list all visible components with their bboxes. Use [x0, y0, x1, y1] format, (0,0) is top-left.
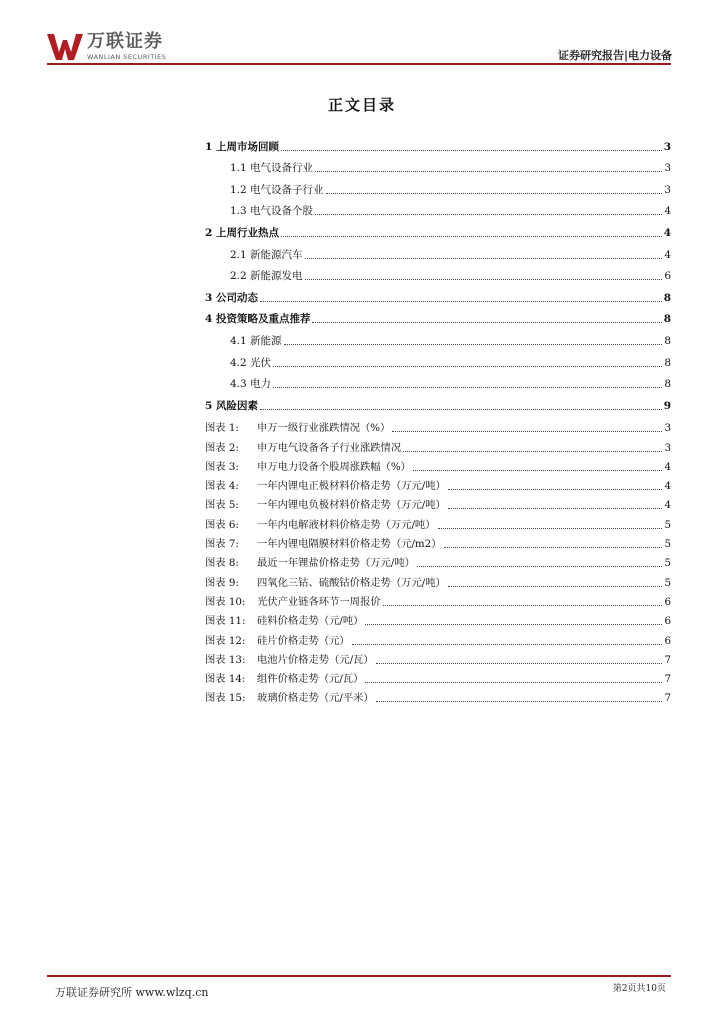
toc-entry[interactable] — [205, 218, 671, 240]
dot-leader — [438, 528, 663, 529]
figure-title: 玻璃价格走势（元/平米） — [257, 692, 374, 705]
figure-page: 3 — [664, 422, 671, 435]
dot-leader — [305, 258, 663, 259]
figure-page: 6 — [664, 615, 671, 628]
figure-number: 图表 14: — [205, 673, 246, 686]
figure-page: 5 — [664, 538, 671, 551]
dot-leader — [326, 193, 663, 194]
figure-page: 5 — [664, 557, 671, 570]
figure-entry[interactable] — [205, 455, 671, 474]
figure-page: 4 — [664, 460, 671, 473]
page-header — [0, 0, 724, 70]
toc-entry-label: 3 公司动态 — [205, 291, 258, 304]
figure-entry[interactable] — [205, 648, 671, 667]
company-logo — [47, 32, 207, 62]
figure-title: 组件价格走势（元/瓦） — [257, 673, 364, 686]
figure-page: 5 — [664, 576, 671, 589]
dot-leader — [260, 301, 662, 302]
toc-entry-page: 4 — [663, 226, 671, 239]
dot-leader — [315, 171, 662, 172]
dot-leader — [403, 451, 662, 452]
figure-entry[interactable] — [205, 667, 671, 686]
toc-entry-label: 4 投资策略及重点推荐 — [205, 313, 311, 326]
figure-number: 图表 1: — [205, 422, 239, 435]
toc-entry[interactable] — [205, 326, 671, 348]
dot-leader — [352, 644, 663, 645]
dot-leader — [305, 279, 663, 280]
figure-title: 硅料价格走势（元/吨） — [257, 615, 364, 628]
figure-number: 图表 9: — [205, 576, 239, 589]
toc-entry-label: 1.3 电气设备个股 — [230, 205, 314, 218]
figure-entry[interactable] — [205, 570, 671, 589]
figure-number: 图表 10: — [205, 595, 246, 608]
toc-entry-page: 8 — [664, 378, 671, 391]
logo-english-name: WANLIAN SECURITIES — [87, 53, 167, 61]
dot-leader — [448, 489, 663, 490]
figure-list — [205, 416, 671, 705]
figure-number: 图表 11: — [205, 615, 246, 628]
figure-entry[interactable] — [205, 609, 671, 628]
toc-entry-page: 4 — [664, 248, 671, 261]
figure-page: 7 — [664, 692, 671, 705]
toc-entry-page: 3 — [663, 140, 671, 153]
figure-number: 图表 8: — [205, 557, 239, 570]
figure-number: 图表 7: — [205, 538, 239, 551]
logo-chinese-name: 万联证券 — [87, 31, 163, 52]
dot-leader — [273, 366, 662, 367]
toc-entry-page: 8 — [664, 334, 671, 347]
figure-number: 图表 4: — [205, 480, 239, 493]
toc-entry-label: 4.2 光伏 — [230, 356, 272, 369]
footer-source: 万联证券研究所 www.wlzq.cn — [55, 986, 209, 999]
figure-number: 图表 13: — [205, 653, 246, 666]
figure-entry[interactable] — [205, 532, 671, 551]
logo-w-icon — [47, 32, 83, 62]
figure-entry[interactable] — [205, 590, 671, 609]
figure-entry[interactable] — [205, 628, 671, 647]
header-divider — [47, 63, 671, 65]
figure-title: 电池片价格走势（元/瓦） — [257, 653, 374, 666]
toc-entry-label: 2 上周行业热点 — [205, 226, 279, 239]
figure-entry[interactable] — [205, 435, 671, 454]
dot-leader — [448, 586, 663, 587]
toc-entry-page: 6 — [664, 270, 671, 283]
toc-entry-label: 4.3 电力 — [230, 378, 272, 391]
toc-entry-page: 4 — [664, 205, 671, 218]
figure-page: 7 — [664, 653, 671, 666]
toc-entry-page: 3 — [664, 183, 671, 196]
figure-entry[interactable] — [205, 686, 671, 705]
figure-title: 一年内锂电负极材料价格走势（万元/吨） — [257, 499, 446, 512]
dot-leader — [281, 150, 662, 151]
toc-entry-label: 2.1 新能源汽车 — [230, 248, 303, 261]
figure-entry[interactable] — [205, 512, 671, 531]
toc-entry-label: 1.2 电气设备子行业 — [230, 183, 324, 196]
toc-entry[interactable] — [205, 391, 671, 413]
report-category: 证券研究报告|电力设备 — [557, 49, 672, 62]
toc-entry-label: 2.2 新能源发电 — [230, 270, 303, 283]
dot-leader — [376, 701, 663, 702]
figure-entry[interactable] — [205, 416, 671, 435]
dot-leader — [284, 344, 663, 345]
toc-entry[interactable] — [205, 240, 671, 262]
figure-number: 图表 12: — [205, 634, 246, 647]
figure-number: 图表 5: — [205, 499, 239, 512]
toc-entry-label: 1 上周市场回顾 — [205, 140, 279, 153]
figure-page: 5 — [664, 518, 671, 531]
figure-page: 4 — [664, 499, 671, 512]
figure-title: 一年内锂电隔膜材料价格走势（元/m2） — [257, 538, 442, 551]
figure-number: 图表 15: — [205, 692, 246, 705]
figure-page: 4 — [664, 480, 671, 493]
figure-title: 一年内电解液材料价格走势（万元/吨） — [257, 518, 436, 531]
page-number: 第2页共10页 — [612, 984, 666, 994]
toc-entry-page: 3 — [664, 162, 671, 175]
dot-leader — [312, 322, 661, 323]
figure-title: 申万电气设备各子行业涨跌情况 — [257, 441, 402, 454]
figure-page: 6 — [664, 634, 671, 647]
toc-entry[interactable] — [205, 175, 671, 197]
figure-entry[interactable] — [205, 551, 671, 570]
figure-title: 四氧化三钴、硫酸钴价格走势（万元/吨） — [257, 576, 446, 589]
dot-leader — [448, 508, 663, 509]
figure-page: 3 — [664, 441, 671, 454]
toc-title: 正文目录 — [327, 96, 396, 114]
figure-page: 7 — [664, 673, 671, 686]
dot-leader — [392, 431, 662, 432]
toc-entry[interactable] — [205, 154, 671, 176]
figure-number: 图表 3: — [205, 460, 239, 473]
figure-title: 一年内锂电正极材料价格走势（万元/吨） — [257, 480, 446, 493]
dot-leader — [365, 624, 662, 625]
dot-leader — [315, 214, 662, 215]
toc-entry[interactable] — [205, 132, 671, 154]
toc-entry-page: 9 — [663, 399, 671, 412]
toc-entry[interactable] — [205, 305, 671, 327]
figure-entry[interactable] — [205, 493, 671, 512]
dot-leader — [383, 605, 663, 606]
dot-leader — [413, 470, 662, 471]
toc-entry-page: 8 — [664, 356, 671, 369]
dot-leader — [273, 387, 662, 388]
toc-entry[interactable] — [205, 262, 671, 284]
dot-leader — [281, 236, 662, 237]
dot-leader — [365, 682, 662, 683]
toc-entry-page: 8 — [663, 291, 671, 304]
footer-divider — [47, 975, 671, 977]
toc-entry-page: 8 — [663, 313, 671, 326]
dot-leader — [376, 663, 663, 664]
figure-title: 申万电力设备个股周涨跌幅（%） — [257, 460, 411, 473]
toc-entry[interactable] — [205, 283, 671, 305]
toc-entry[interactable] — [205, 370, 671, 392]
toc-entry[interactable] — [205, 348, 671, 370]
toc-entry-label: 4.1 新能源 — [230, 334, 282, 347]
toc-entry-label: 1.1 电气设备行业 — [230, 162, 314, 175]
figure-title: 硅片价格走势（元） — [257, 634, 350, 647]
figure-title: 光伏产业链各环节一周报价 — [257, 595, 381, 608]
figure-number: 图表 6: — [205, 518, 239, 531]
figure-title: 最近一年锂盐价格走势（万元/吨） — [257, 557, 415, 570]
figure-page: 6 — [664, 595, 671, 608]
figure-number: 图表 2: — [205, 441, 239, 454]
table-of-contents — [205, 132, 671, 413]
dot-leader — [260, 409, 662, 410]
dot-leader — [417, 566, 663, 567]
figure-title: 申万一级行业涨跌情况（%） — [257, 422, 391, 435]
figure-entry[interactable] — [205, 474, 671, 493]
dot-leader — [444, 547, 663, 548]
toc-entry-label: 5 风险因素 — [205, 399, 258, 412]
toc-entry[interactable] — [205, 197, 671, 219]
